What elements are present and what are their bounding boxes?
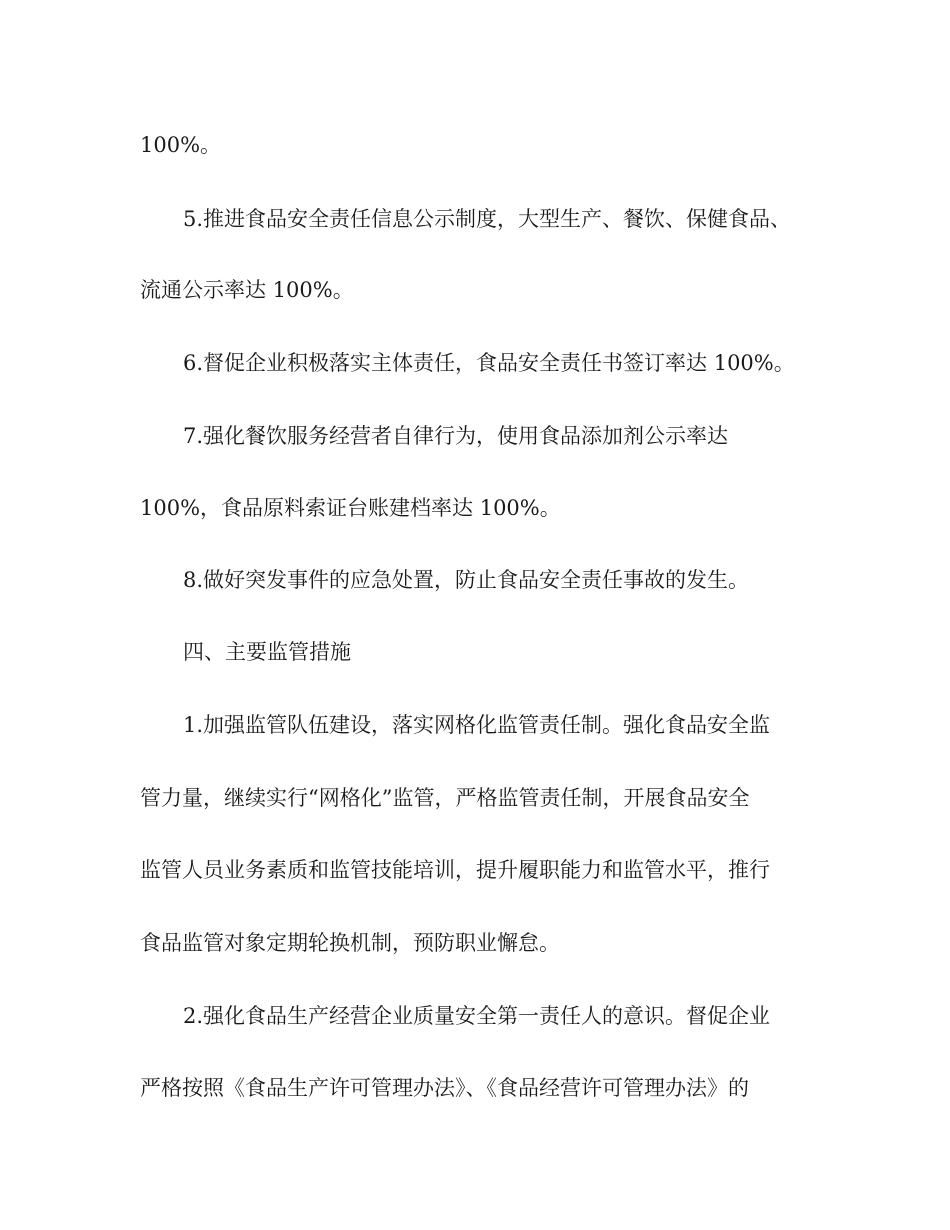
text-line-13: 2.强化食品生产经营企业质量安全第一责任人的意识。督促企业 xyxy=(183,1004,771,1028)
text-line-9: 1.加强监管队伍建设，落实网格化监管责任制。强化食品安全监 xyxy=(183,713,771,737)
text-line-12: 食品监管对象定期轮换机制，预防职业懈怠。 xyxy=(140,931,560,955)
text-line-1: 100%。 xyxy=(140,133,222,157)
text-line-10: 管力量，继续实行“网格化”监管，严格监管责任制，开展食品安全 xyxy=(140,786,750,810)
text-line-11: 监管人员业务素质和监管技能培训，提升履职能力和监管水平，推行 xyxy=(140,858,770,882)
text-line-4: 6.督促企业积极落实主体责任，食品安全责任书签订率达 100%。 xyxy=(183,351,795,375)
text-line-6: 100%，食品原料索证台账建档率达 100%。 xyxy=(140,496,561,520)
text-line-2: 5.推进食品安全责任信息公示制度，大型生产、餐饮、保健食品、 xyxy=(183,207,792,231)
text-line-14: 严格按照《食品生产许可管理办法》、《食品经营许可管理办法》的 xyxy=(140,1076,749,1100)
section-heading: 四、主要监管措施 xyxy=(183,640,351,664)
text-line-3: 流通公示率达 100%。 xyxy=(140,278,354,302)
text-line-7: 8.做好突发事件的应急处置，防止食品安全责任事故的发生。 xyxy=(183,568,750,592)
text-line-5: 7.强化餐饮服务经营者自律行为，使用食品添加剂公示率达 xyxy=(183,424,729,448)
